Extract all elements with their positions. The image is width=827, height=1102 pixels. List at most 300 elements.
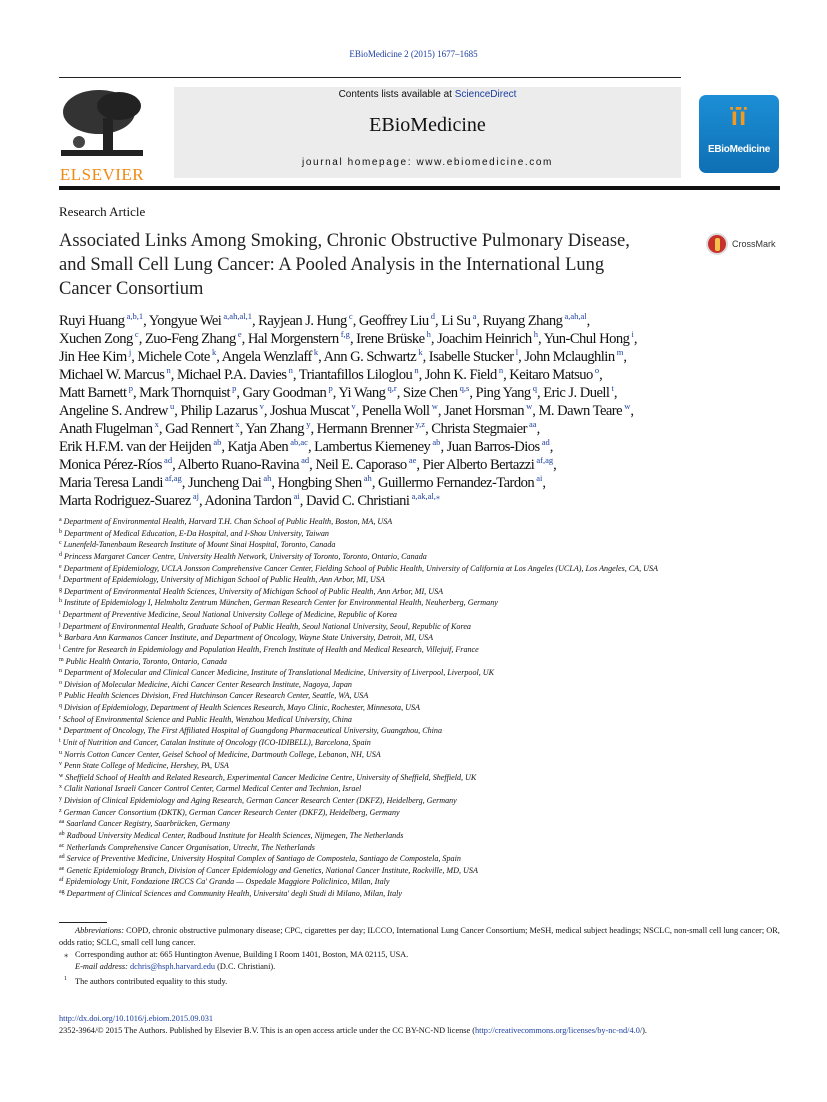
affiliation-text: Clalit National Israeli Cancer Control Center, Carmel Medical Center and Technion, Israel bbox=[64, 784, 362, 794]
author-affiliation-link[interactable]: e bbox=[235, 329, 242, 339]
author: Mark Thornquist $^p$, bbox=[139, 383, 243, 401]
journal-citation[interactable]: EBioMedicine 2 (2015) 1677–1685 bbox=[349, 49, 478, 59]
author: Monica Pérez-Ríos $^{ad}$, bbox=[59, 455, 178, 473]
author-affiliation-link[interactable]: w bbox=[429, 401, 438, 411]
article-footer bbox=[59, 1013, 781, 1037]
author: Maria Teresa Landi $^{af,ag}$, bbox=[59, 473, 188, 491]
author-name: Xuchen Zong bbox=[59, 331, 133, 347]
author-name: Erik H.F.M. van der Heijden bbox=[59, 439, 212, 455]
affiliation-text: Public Health Ontario, Toronto, Ontario, Canada bbox=[65, 656, 227, 666]
author-name: Anath Flugelman bbox=[59, 421, 153, 437]
author-affiliation-link[interactable]: q,r bbox=[385, 383, 397, 393]
author-name: Christa Stegmaier bbox=[431, 421, 527, 437]
author-name: Yi Wang bbox=[338, 385, 386, 401]
affiliation-text: Epidemiology Unit, Fondazione IRCCS Ca' Granda — Ospedale Maggiore Policlinico, Milan, Italy bbox=[65, 877, 390, 887]
author: Ping Yang $^q$, bbox=[475, 383, 544, 401]
affiliation bbox=[59, 749, 779, 761]
crossmark-icon bbox=[706, 233, 728, 255]
author: Erik H.F.M. van der Heijden $^{ab}$, bbox=[59, 437, 228, 455]
affiliation-text: School of Environmental Science and Public Health, Wenzhou Medical University, China bbox=[63, 714, 352, 724]
author: Guillermo Fernandez-Tardon $^{ai}$, bbox=[378, 473, 546, 491]
doi-link[interactable]: http://dx.doi.org/10.1016/j.ebiom.2015.09.031 bbox=[59, 1014, 214, 1023]
author: John K. Field $^n$, bbox=[424, 365, 510, 383]
author-name: Michael W. Marcus bbox=[59, 367, 165, 383]
author-affiliation-link[interactable]: ab bbox=[211, 437, 222, 447]
author: Joachim Heinrich $^h$, bbox=[437, 329, 544, 347]
affiliation-text: Penn State College of Medicine, Hershey, PA, USA bbox=[64, 761, 229, 771]
author: Yongyue Wei $^{a,ah,al,1}$, bbox=[148, 311, 259, 329]
affiliation-key: i bbox=[59, 610, 61, 616]
affiliation-key: z bbox=[59, 807, 62, 814]
author-affiliation-link[interactable]: v bbox=[349, 401, 356, 411]
author-name: Isabelle Stucker bbox=[428, 349, 514, 365]
author: Yi Wang $^{q,r}$, bbox=[338, 383, 403, 401]
author-affiliation-link[interactable]: h bbox=[531, 329, 539, 339]
abbreviations-label: Abbreviations: bbox=[75, 926, 125, 935]
author-name: Angela Wenzlaff bbox=[221, 349, 312, 365]
author-name: Mark Thornquist bbox=[139, 385, 230, 401]
author-name: Ruyang Zhang bbox=[482, 313, 563, 329]
author-affiliation-link[interactable]: t bbox=[609, 383, 614, 393]
affiliation-key: ag bbox=[59, 889, 65, 895]
author: Michael W. Marcus $^n$, bbox=[59, 365, 177, 383]
affiliation-key: c bbox=[59, 540, 62, 547]
affiliation bbox=[59, 609, 779, 621]
author-affiliation-link[interactable]: c bbox=[346, 311, 353, 321]
affiliation-key: j bbox=[59, 621, 61, 628]
affiliation-key: l bbox=[59, 644, 61, 651]
author-affiliation-link[interactable]: c bbox=[132, 329, 139, 339]
journal-banner bbox=[174, 87, 681, 178]
author: Hermann Brenner $^{y,z}$, bbox=[316, 419, 432, 437]
author-affiliation-link[interactable]: o bbox=[592, 365, 600, 375]
author: Ruyi Huang $^{a,b,1}$, bbox=[59, 311, 149, 329]
author: Penella Woll $^w$, bbox=[361, 401, 445, 419]
affiliation bbox=[59, 818, 779, 830]
affiliation-text: Department of Environmental Health Sciences, University of Michigan School of Public Health, Ann Arbor, MI, USA bbox=[64, 586, 444, 596]
author-affiliation-link[interactable]: a,ak,al,⁎ bbox=[409, 491, 441, 501]
author-affiliation-link[interactable]: ah bbox=[361, 473, 372, 483]
affiliation-key: af bbox=[59, 877, 64, 884]
author-name: M. Dawn Teare bbox=[538, 403, 623, 419]
equal-contribution-note bbox=[59, 973, 781, 988]
author-affiliation-link[interactable]: ae bbox=[406, 455, 417, 465]
author-affiliation-link[interactable]: ab bbox=[430, 437, 441, 447]
author: Size Chen $^{q,s}$, bbox=[402, 383, 476, 401]
affiliation-text: Saarland Cancer Registry, Saarbrücken, Germany bbox=[66, 819, 230, 829]
author-name: Maria Teresa Landi bbox=[59, 475, 163, 491]
author-name: John Mclaughlin bbox=[524, 349, 615, 365]
affiliation-text: Department of Preventive Medicine, Seoul National University College of Medicine, Republic of Korea bbox=[62, 610, 397, 619]
author: Juan Barros-Dios $^{ad}$, bbox=[446, 437, 553, 455]
author-affiliation-link[interactable]: ad bbox=[161, 455, 173, 465]
author: Isabelle Stucker $^l$, bbox=[428, 347, 525, 365]
author-affiliation-link[interactable]: af,ag bbox=[534, 455, 554, 465]
abbreviations-note bbox=[59, 925, 781, 949]
author-affiliation-link[interactable]: u bbox=[167, 401, 175, 411]
affiliation bbox=[59, 888, 779, 900]
author-affiliation-link[interactable]: aj bbox=[190, 491, 200, 501]
affiliation-key: u bbox=[59, 749, 62, 756]
affiliation-key: f bbox=[59, 575, 61, 582]
author-name: Yun-Chul Hong bbox=[543, 331, 630, 347]
header-rule bbox=[59, 186, 780, 190]
author-name: Triantafillos Liloglou bbox=[298, 367, 413, 383]
author: Pier Alberto Bertazzi $^{af,ag}$, bbox=[422, 455, 557, 473]
author: Angeline S. Andrew $^u$, bbox=[59, 401, 181, 419]
author-name: Juan Barros-Dios bbox=[446, 439, 540, 455]
author: Geoffrey Liu $^d$, bbox=[358, 311, 442, 329]
author-name: Katja Aben bbox=[227, 439, 289, 455]
affiliation bbox=[59, 760, 779, 772]
affiliation-text: Service of Preventive Medicine, University Hospital Complex of Santiago de Compostela, Santiago de Compostela, Spain bbox=[66, 854, 461, 864]
author-name: Rayjean J. Hung bbox=[258, 313, 347, 329]
author-affiliation-link[interactable]: w bbox=[622, 401, 631, 411]
author: Neil E. Caporaso $^{ae}$, bbox=[315, 455, 423, 473]
affiliation-key: ae bbox=[59, 865, 65, 872]
author-affiliation-link[interactable]: v bbox=[257, 401, 264, 411]
affiliation-text: Netherlands Comprehensive Cancer Organisation, Utrecht, The Netherlands bbox=[66, 842, 315, 852]
author-affiliation-link[interactable]: a,b,1 bbox=[124, 311, 144, 321]
author-name: Ruyi Huang bbox=[59, 313, 125, 329]
author-affiliation-link[interactable]: n bbox=[164, 365, 171, 375]
author-name: Li Su bbox=[441, 313, 471, 329]
affiliation bbox=[59, 563, 779, 575]
author-affiliation-link[interactable]: n bbox=[496, 365, 504, 375]
author-name: Juncheng Dai bbox=[187, 475, 262, 491]
affiliation-text: Department of Epidemiology, University of Michigan School of Public Health, Ann Arbor, MI, USA bbox=[63, 575, 385, 585]
author-affiliation-link[interactable]: ab,ac bbox=[288, 437, 308, 447]
journal-cover-logo[interactable] bbox=[699, 95, 779, 173]
author: Li Su $^a$, bbox=[441, 311, 483, 329]
author-name: Marta Rodriguez-Suarez bbox=[59, 493, 191, 509]
author-name: Jin Hee Kim bbox=[59, 349, 127, 365]
author: Anath Flugelman $^x$, bbox=[59, 419, 166, 437]
affiliation-key: ac bbox=[59, 842, 65, 849]
author-name: Janet Horsman bbox=[444, 403, 525, 419]
affiliation-text: Department of Clinical Sciences and Community Health, Universita' degli Studi di Milano, Milan, Italy bbox=[66, 889, 402, 898]
affiliation-key: v bbox=[59, 761, 62, 768]
author: Angela Wenzlaff $^k$, bbox=[221, 347, 324, 365]
author-name: Yongyue Wei bbox=[148, 313, 222, 329]
author: Alberto Ruano-Ravina $^{ad}$, bbox=[177, 455, 316, 473]
author-name: Yan Zhang bbox=[245, 421, 305, 437]
affiliation-key: r bbox=[59, 714, 61, 721]
affiliation-key: n bbox=[59, 668, 62, 675]
affiliation-key: b bbox=[59, 528, 62, 535]
contents-prefix: Contents lists available at bbox=[338, 89, 455, 100]
affiliation-key: ad bbox=[59, 854, 65, 861]
email-suffix: (D.C. Christiani). bbox=[215, 962, 276, 971]
author: Xuchen Zong $^c$, bbox=[59, 329, 145, 347]
author-affiliation-link[interactable]: y bbox=[304, 419, 311, 429]
affiliation-text: Norris Cotton Cancer Center, Geisel School of Medicine, Dartmouth College, Lebanon, NH, USA bbox=[64, 749, 381, 759]
author-affiliation-link[interactable]: aa bbox=[526, 419, 537, 429]
author-name: Guillermo Fernandez-Tardon bbox=[378, 475, 535, 491]
affiliation-key: m bbox=[59, 656, 64, 663]
footnotes bbox=[59, 925, 781, 988]
author: Triantafillos Liloglou $^n$, bbox=[298, 365, 425, 383]
author: Lambertus Kiemeney $^{ab}$, bbox=[314, 437, 447, 455]
author-list bbox=[59, 312, 781, 510]
author-name: Ping Yang bbox=[475, 385, 531, 401]
author-name: Pier Alberto Bertazzi bbox=[422, 457, 535, 473]
author-name: Geoffrey Liu bbox=[358, 313, 429, 329]
affiliation-text: Radboud University Medical Center, Radboud Institute for Health Sciences, Nijmegen, The Netherlands bbox=[66, 830, 404, 840]
elsevier-wordmark: ELSEVIER bbox=[59, 165, 145, 184]
author-affiliation-link[interactable]: ai bbox=[291, 491, 300, 501]
author-name: Keitaro Matsuo bbox=[509, 367, 593, 383]
license-link[interactable]: http://creativecommons.org/licenses/by-nc-nd/4.0/ bbox=[475, 1026, 643, 1035]
elsevier-logo[interactable] bbox=[59, 88, 145, 184]
author-affiliation-link[interactable]: x bbox=[152, 419, 159, 429]
author-affiliation-link[interactable]: af,ag bbox=[162, 473, 182, 483]
author-affiliation-link[interactable]: p bbox=[126, 383, 133, 393]
author: Keitaro Matsuo $^o$, bbox=[509, 365, 603, 383]
author: Irene Brüske $^h$, bbox=[356, 329, 438, 347]
affiliation-text: Division of Epidemiology, Department of Health Sciences Research, Mayo Clinic, Rochester, Minnesota, USA bbox=[64, 703, 420, 712]
author-affiliation-link[interactable]: ah bbox=[261, 473, 272, 483]
author: Rayjean J. Hung $^c$, bbox=[258, 311, 359, 329]
affiliation bbox=[59, 690, 779, 702]
corresponding-mark: ⁎ bbox=[64, 950, 69, 959]
author-affiliation-link[interactable]: p bbox=[326, 383, 333, 393]
affiliation-key: ab bbox=[59, 830, 65, 837]
license-end: ). bbox=[642, 1026, 648, 1035]
affiliation bbox=[59, 597, 779, 609]
affiliation bbox=[59, 725, 779, 737]
affiliation-text: Lunenfeld-Tanenbaum Research Institute of Mount Sinai Hospital, Toronto, Canada bbox=[63, 540, 336, 550]
author: Yan Zhang $^y$, bbox=[245, 419, 317, 437]
affiliation bbox=[59, 772, 779, 784]
author-name: Adonina Tardon bbox=[204, 493, 292, 509]
affiliation-key: q bbox=[59, 703, 62, 709]
author-affiliation-link[interactable]: d bbox=[428, 311, 435, 321]
author: Gary Goodman $^p$, bbox=[242, 383, 339, 401]
affiliation-text: Department of Epidemiology, UCLA Jonsson Comprehensive Cancer Center, Fielding School of Public Health, University of California at Los Angeles (UCLA), Los Angeles, CA, USA bbox=[63, 563, 658, 573]
affiliation bbox=[59, 795, 779, 807]
email-link[interactable]: dchris@hsph.harvard.edu bbox=[130, 962, 216, 971]
affiliation bbox=[59, 853, 779, 865]
author-affiliation-link[interactable]: y,z bbox=[413, 419, 426, 429]
affiliation-key: g bbox=[59, 586, 62, 593]
author-name: Neil E. Caporaso bbox=[315, 457, 407, 473]
author: Ann G. Schwartz $^k$, bbox=[323, 347, 429, 365]
author: Joshua Muscat $^v$, bbox=[270, 401, 362, 419]
author: John Mclaughlin $^m$, bbox=[524, 347, 627, 365]
affiliation bbox=[59, 842, 779, 854]
affiliation-key: w bbox=[59, 772, 64, 779]
affiliation-key: d bbox=[59, 551, 62, 558]
author-name: Philip Lazarus bbox=[180, 403, 258, 419]
affiliation-text: Genetic Epidemiology Branch, Division of Cancer Epidemiology and Genetics, National Cancer Institute, Rockville, MD, USA bbox=[66, 865, 478, 875]
affiliation-text: Barbara Ann Karmanos Cancer Institute, and Department of Oncology, Wayne State University, Detroit, MI, USA bbox=[64, 633, 434, 643]
author: Hal Morgenstern $^{f,g}$, bbox=[247, 329, 357, 347]
author: Eric J. Duell $^t$, bbox=[543, 383, 618, 401]
affiliation-key: a bbox=[59, 517, 62, 523]
author: Adonina Tardon $^{ai}$, bbox=[204, 491, 306, 509]
affiliation-key: o bbox=[59, 679, 62, 686]
author-affiliation-link[interactable]: q,s bbox=[457, 383, 470, 393]
affiliation bbox=[59, 865, 779, 877]
affiliation-key: s bbox=[59, 726, 62, 733]
author-name: Penella Woll bbox=[361, 403, 430, 419]
affiliation-text: Centre for Research in Epidemiology and Population Health, French Institute of Health and Medical Research, Villejuif, France bbox=[62, 644, 479, 654]
author-affiliation-link[interactable]: a,ah,al bbox=[562, 311, 587, 321]
affiliation-key: y bbox=[59, 796, 62, 802]
affiliation bbox=[59, 644, 779, 656]
affiliation-text: Department of Oncology, The First Affiliated Hospital of Guangdong Pharmaceutical University, Guangzhou, China bbox=[63, 726, 443, 736]
author: Katja Aben $^{ab,ac}$, bbox=[227, 437, 315, 455]
equal-mark: 1 bbox=[64, 976, 67, 982]
author-name: Joshua Muscat bbox=[270, 403, 350, 419]
affiliation bbox=[59, 528, 779, 540]
author-affiliation-link[interactable]: a bbox=[470, 311, 477, 321]
journal-name: EBioMedicine bbox=[369, 114, 486, 136]
affiliation bbox=[59, 737, 779, 749]
author-affiliation-link[interactable]: m bbox=[614, 347, 624, 357]
author: Juncheng Dai $^{ah}$, bbox=[187, 473, 278, 491]
corresponding-note bbox=[59, 949, 781, 961]
divider bbox=[59, 77, 681, 78]
abbreviations-text: COPD, chronic obstructive pulmonary disease; CPC, cigarettes per day; ILCCO, International Lung Cancer Consortium; MeSH, medical subject headings; NSCLC, non-small cell lung cancer; OR, odds ratio; SCLC, small cell lung cancer. bbox=[59, 926, 780, 947]
author-name: Eric J. Duell bbox=[543, 385, 610, 401]
crossmark-button[interactable] bbox=[706, 233, 776, 255]
affiliation-text: Institute of Epidemiology I, Helmholtz Zentrum München, German Research Center for Environmental Health, Neuherberg, Germany bbox=[64, 598, 498, 608]
author: Michael P.A. Davies $^n$, bbox=[176, 365, 299, 383]
cover-ii-icon: ïï bbox=[730, 101, 748, 131]
affiliation bbox=[59, 516, 779, 528]
author-name: Michael P.A. Davies bbox=[176, 367, 287, 383]
contents-line bbox=[174, 89, 681, 100]
author-affiliation-link[interactable]: i bbox=[629, 329, 634, 339]
author-name: Lambertus Kiemeney bbox=[314, 439, 431, 455]
affiliation-text: Division of Clinical Epidemiology and Aging Research, German Cancer Research Center (DKFZ), Heidelberg, Germany bbox=[64, 796, 457, 805]
author: Michele Cote $^k$, bbox=[137, 347, 222, 365]
author-affiliation-link[interactable]: ai bbox=[534, 473, 543, 483]
author-affiliation-link[interactable]: a,ah,al,1 bbox=[221, 311, 252, 321]
author-name: Hongbing Shen bbox=[277, 475, 362, 491]
affiliation bbox=[59, 679, 779, 691]
author-name: Matt Barnett bbox=[59, 385, 127, 401]
author: Yun-Chul Hong $^i$, bbox=[543, 329, 637, 347]
author-affiliation-link[interactable]: n bbox=[286, 365, 293, 375]
affiliation-text: Department of Molecular and Clinical Cancer Medicine, Institute of Translational Medicine, University of Liverpool, Liverpool, UK bbox=[64, 668, 495, 678]
affiliation-text: German Cancer Consortium (DKTK), German Cancer Research Center (DKFZ), Heidelberg, Germany bbox=[63, 807, 400, 817]
author-name: Joachim Heinrich bbox=[437, 331, 532, 347]
author-affiliation-link[interactable]: q bbox=[530, 383, 537, 393]
author-affiliation-link[interactable]: x bbox=[233, 419, 240, 429]
author: Philip Lazarus $^v$, bbox=[180, 401, 271, 419]
footnote-rule bbox=[59, 922, 107, 923]
affiliation bbox=[59, 667, 779, 679]
author-name: Gary Goodman bbox=[242, 385, 327, 401]
author: Ruyang Zhang $^{a,ah,al}$, bbox=[482, 311, 590, 329]
article-title: Associated Links Among Smoking, Chronic Obstructive Pulmonary Disease, and Small Cell Lung Cancer: A Pooled Analysis in the International Lung Cancer Consortium bbox=[59, 231, 630, 299]
author-name: David C. Christiani bbox=[305, 493, 410, 509]
affiliation bbox=[59, 702, 779, 714]
license-line bbox=[59, 1025, 781, 1037]
affiliation-key: x bbox=[59, 784, 62, 791]
sciencedirect-link[interactable]: ScienceDirect bbox=[454, 89, 517, 100]
author-affiliation-link[interactable]: k bbox=[416, 347, 423, 357]
author-affiliation-link[interactable]: k bbox=[311, 347, 319, 357]
affiliation bbox=[59, 539, 779, 551]
affiliation bbox=[59, 783, 779, 795]
author-affiliation-link[interactable]: f,g bbox=[338, 329, 350, 339]
article-type: Research Article bbox=[59, 204, 146, 219]
author-name: Irene Brüske bbox=[356, 331, 425, 347]
author-name: Monica Pérez-Ríos bbox=[59, 457, 162, 473]
corresponding-text: Corresponding author at: 665 Huntington Avenue, Building I Room 1401, Boston, MA 02115, USA. bbox=[75, 950, 409, 959]
affiliation bbox=[59, 714, 779, 726]
author-affiliation-link[interactable]: p bbox=[229, 383, 237, 393]
author: Janet Horsman $^w$, bbox=[444, 401, 539, 419]
author: Hongbing Shen $^{ah}$, bbox=[277, 473, 379, 491]
affiliation bbox=[59, 876, 779, 888]
affiliation-text: Department of Environmental Health, Graduate School of Public Health, Seoul National University, Seoul, Republic of Korea bbox=[62, 621, 471, 631]
author: Marta Rodriguez-Suarez $^{aj}$, bbox=[59, 491, 205, 509]
affiliation-text: Department of Environmental Health, Harvard T.H. Chan School of Public Health, Boston, MA, USA bbox=[63, 517, 393, 526]
affiliation bbox=[59, 586, 779, 598]
affiliation bbox=[59, 830, 779, 842]
author-affiliation-link[interactable]: h bbox=[424, 329, 431, 339]
affiliation bbox=[59, 574, 779, 586]
affiliation bbox=[59, 621, 779, 633]
affiliation-key: p bbox=[59, 691, 62, 698]
affiliation-text: Division of Molecular Medicine, Aichi Cancer Center Research Institute, Nagoya, Japan bbox=[64, 679, 352, 689]
affiliation-key: h bbox=[59, 598, 62, 605]
affiliation-text: Princess Margaret Cancer Centre, University Health Network, University of Toronto, Toronto, Ontario, Canada bbox=[64, 551, 427, 561]
author-name: Hermann Brenner bbox=[316, 421, 414, 437]
affiliation bbox=[59, 632, 779, 644]
affiliation-text: Public Health Sciences Division, Fred Hutchinson Cancer Research Center, Seattle, WA, USA bbox=[64, 691, 369, 701]
affiliation-text: Department of Medical Education, E-Da Hospital, and I-Shou University, Taiwan bbox=[64, 528, 329, 538]
author bbox=[306, 493, 440, 509]
author: Jin Hee Kim $^j$, bbox=[59, 347, 138, 365]
email-label: E-mail address: bbox=[75, 962, 128, 971]
crossmark-label: CrossMark bbox=[732, 239, 776, 249]
journal-homepage[interactable]: journal homepage: www.ebiomedicine.com bbox=[302, 157, 553, 168]
author-affiliation-link[interactable]: w bbox=[524, 401, 533, 411]
author: M. Dawn Teare $^w$, bbox=[538, 401, 634, 419]
author-affiliation-link[interactable]: l bbox=[513, 347, 519, 357]
affiliation-text: Sheffield School of Health and Related Research, Experimental Cancer Medicine Centre, University of Sheffield, Sheffield, UK bbox=[65, 772, 477, 782]
author-affiliation-link[interactable]: ad bbox=[539, 437, 550, 447]
author-affiliation-link[interactable]: ad bbox=[299, 455, 310, 465]
author-name: Size Chen bbox=[402, 385, 458, 401]
author-name: Angeline S. Andrew bbox=[59, 403, 168, 419]
cover-wordmark: EBioMedicine bbox=[708, 144, 770, 155]
affiliation-key: e bbox=[59, 563, 62, 570]
author-affiliation-link[interactable]: k bbox=[209, 347, 217, 357]
equal-text: The authors contributed equality to this study. bbox=[75, 976, 228, 986]
email-note bbox=[59, 961, 781, 973]
license-text: 2352-3964/© 2015 The Authors. Published by Elsevier B.V. This is an open access article under the CC BY-NC-ND license ( bbox=[59, 1026, 476, 1035]
affiliation-key: k bbox=[59, 633, 62, 640]
author-affiliation-link[interactable]: j bbox=[126, 347, 132, 357]
affiliation-text: Unit of Nutrition and Cancer, Catalan Institute of Oncology (ICO-IDIBELL), Barcelona, Spain bbox=[62, 737, 371, 747]
affiliation bbox=[59, 807, 779, 819]
author: Zuo-Feng Zhang $^e$, bbox=[144, 329, 248, 347]
affiliation bbox=[59, 551, 779, 563]
affiliation-key: t bbox=[59, 737, 61, 744]
author: Matt Barnett $^p$, bbox=[59, 383, 140, 401]
author-name: Ann G. Schwartz bbox=[323, 349, 417, 365]
author-affiliation-link[interactable]: n bbox=[412, 365, 419, 375]
author-name: John K. Field bbox=[424, 367, 497, 383]
affiliation bbox=[59, 656, 779, 668]
